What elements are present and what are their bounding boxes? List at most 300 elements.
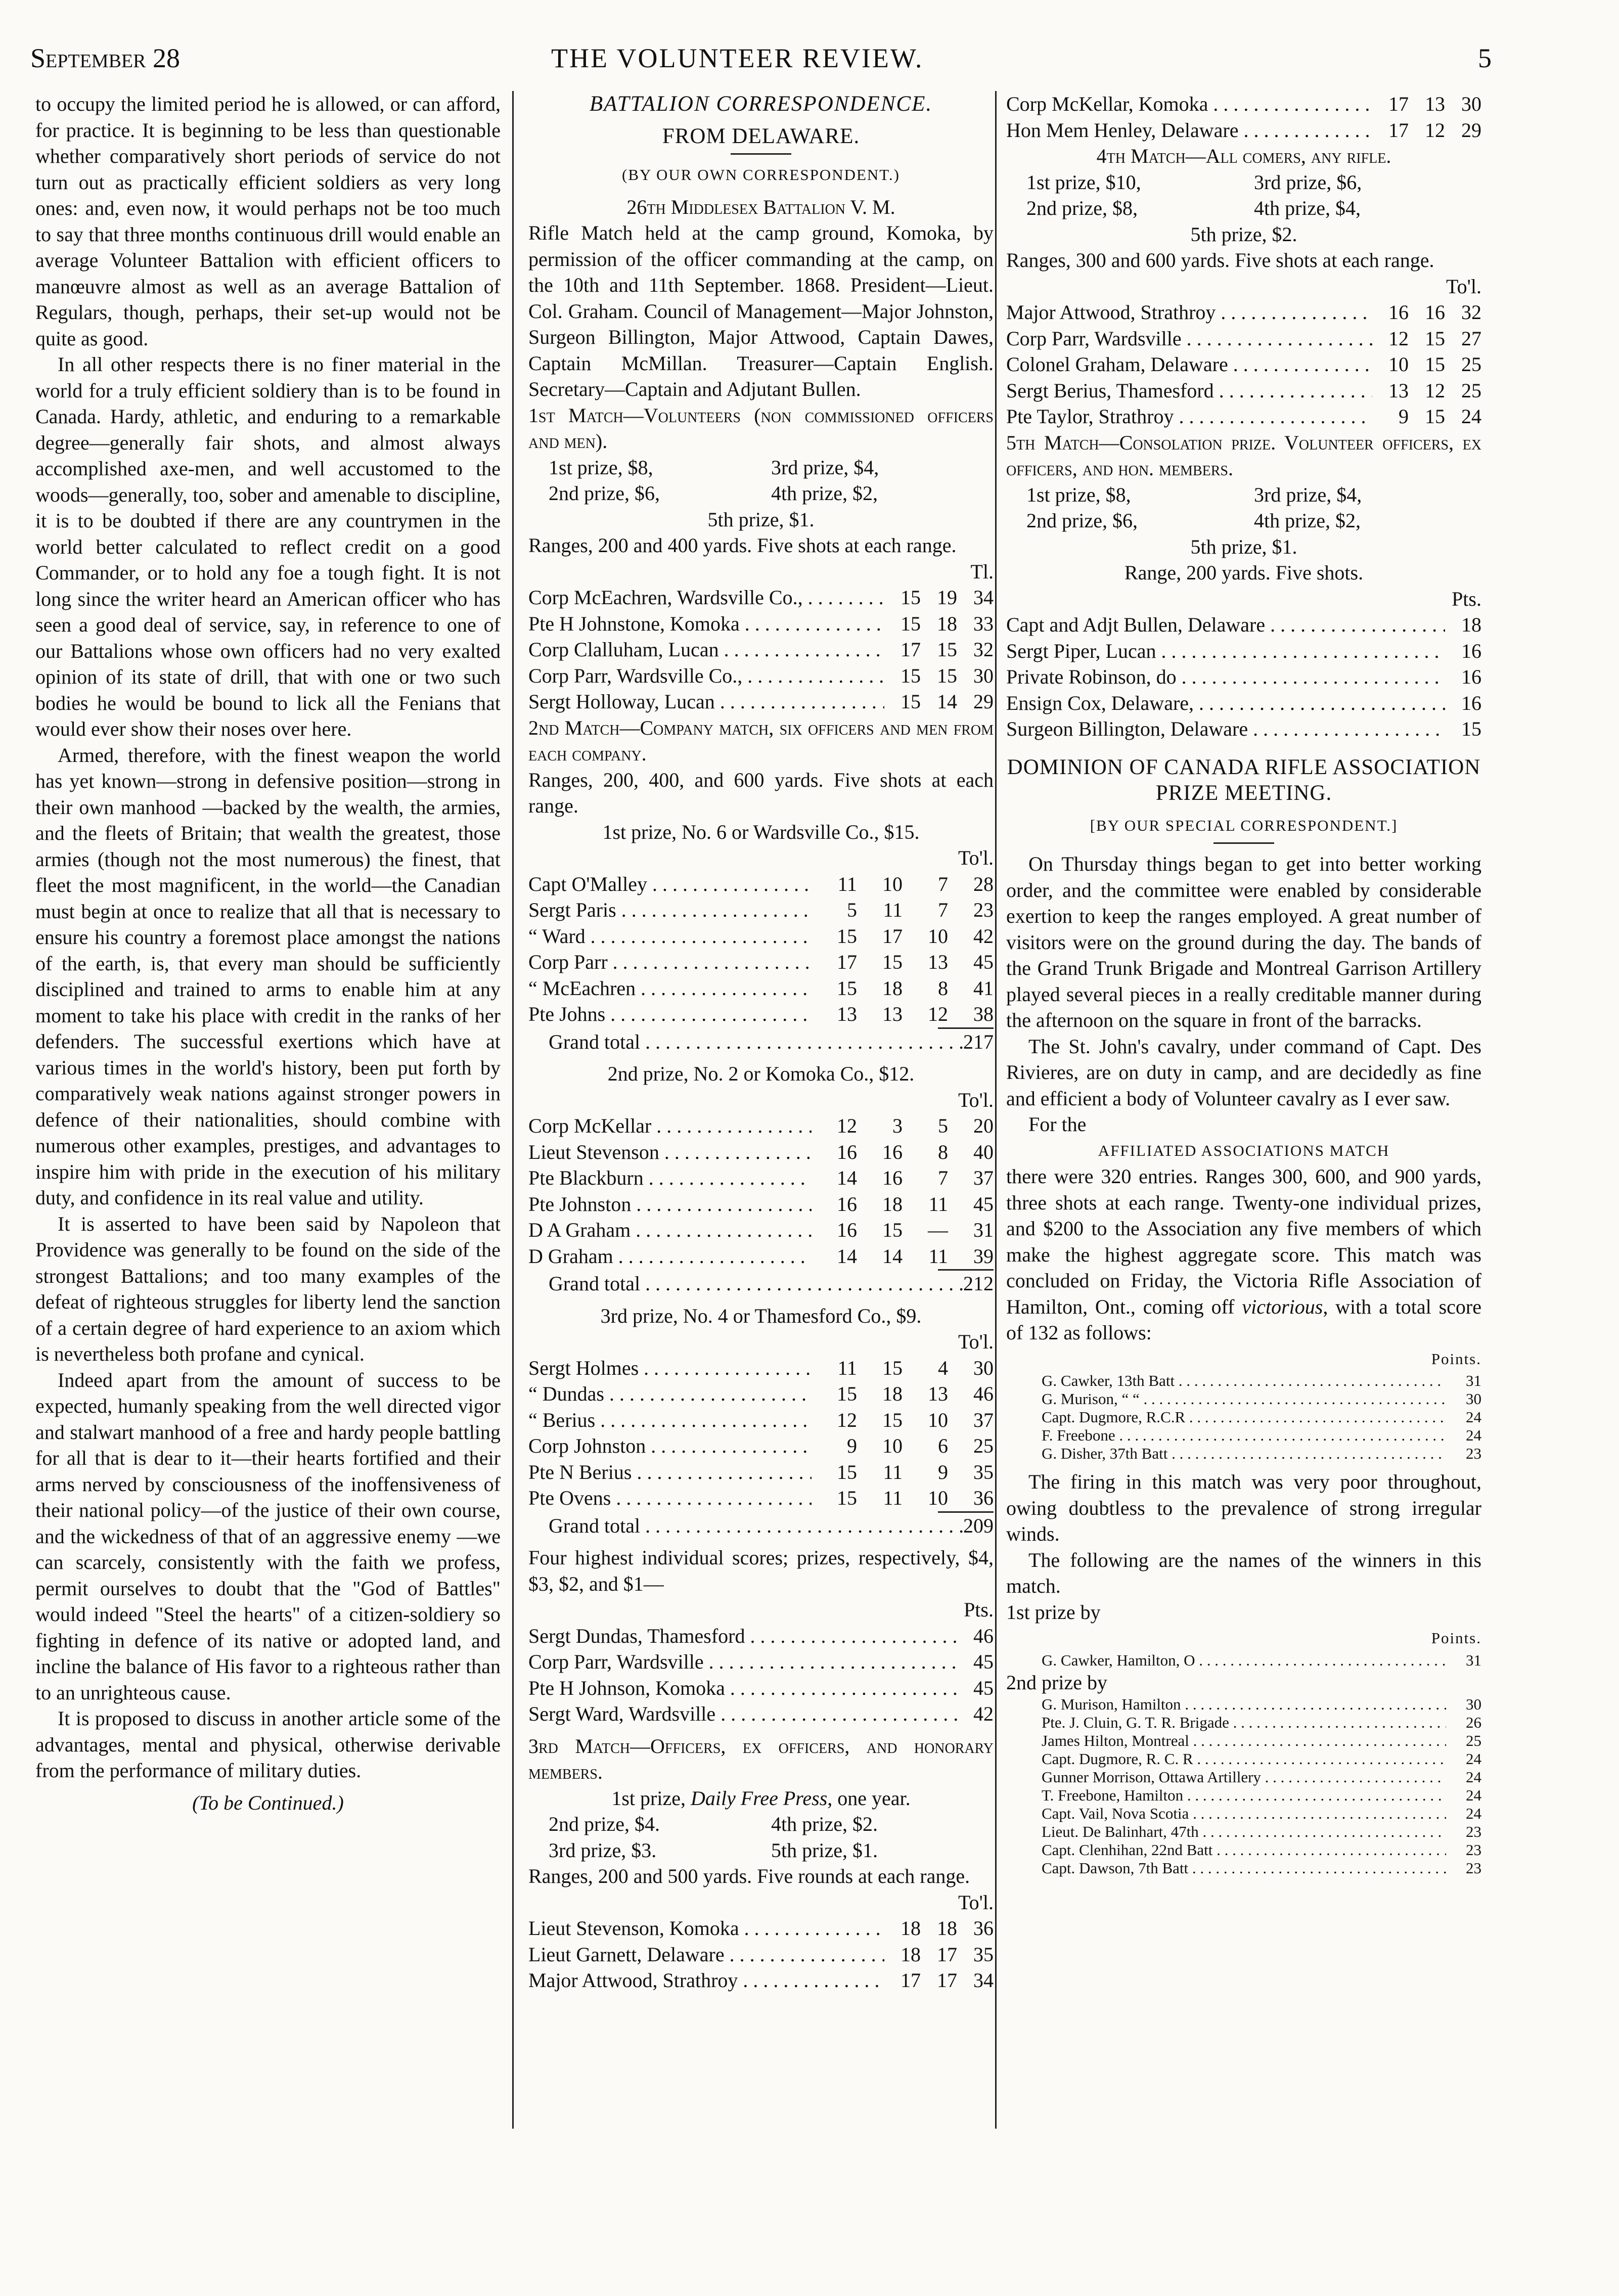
table-row bbox=[1006, 664, 1481, 690]
score: 31 bbox=[1466, 1372, 1481, 1389]
competitor-name: Corp McEachren, Wardsville Co., . . . bbox=[528, 584, 884, 611]
score: 10 bbox=[928, 1408, 948, 1431]
competitor-name: Capt. Clenhihan, 22nd Batt . . . bbox=[1042, 1841, 1446, 1859]
table-row bbox=[1006, 1768, 1481, 1786]
score: 17 bbox=[901, 638, 921, 661]
score: 10 bbox=[1388, 353, 1409, 376]
prize: 2nd prize, $4. bbox=[549, 1813, 660, 1835]
competitor-name: Sergt Holloway, Lucan . . . bbox=[528, 689, 884, 715]
table-row bbox=[1006, 1859, 1481, 1877]
table-row bbox=[1006, 1408, 1481, 1426]
score: 16 bbox=[1461, 691, 1481, 714]
score: 17 bbox=[882, 924, 903, 948]
table-row bbox=[1006, 1651, 1481, 1670]
score: 14 bbox=[837, 1166, 857, 1189]
competitor-name: Corp Parr, Wardsville Co., . . . bbox=[528, 663, 884, 689]
score: 5 bbox=[938, 1114, 948, 1137]
table-row bbox=[1006, 1390, 1481, 1408]
score: 15 bbox=[837, 924, 857, 948]
score: 29 bbox=[973, 690, 994, 713]
score: 42 bbox=[973, 924, 994, 948]
prize-heading: 2nd prize, No. 2 or Komoka Co., $12. bbox=[607, 1062, 915, 1085]
table-row bbox=[528, 1355, 994, 1381]
table-row bbox=[1006, 1714, 1481, 1732]
column-label: To'l. bbox=[958, 846, 994, 869]
competitor-name: Major Attwood, Strathroy . . . bbox=[1006, 299, 1372, 326]
score: 23 bbox=[973, 898, 994, 921]
score: 7 bbox=[938, 898, 948, 921]
score: 16 bbox=[1388, 301, 1409, 324]
score: 13 bbox=[882, 1003, 903, 1025]
score: 23 bbox=[1466, 1841, 1481, 1859]
competitor-name: Pte Blackburn . . . bbox=[528, 1165, 812, 1191]
grand-total-value: 209 bbox=[963, 1514, 994, 1537]
grand-total-label: Grand total . . . bbox=[549, 1513, 963, 1539]
score: 15 bbox=[901, 586, 921, 609]
table-row bbox=[1006, 1372, 1481, 1390]
score: 15 bbox=[837, 1460, 857, 1483]
score: 24 bbox=[1461, 405, 1481, 428]
score: 31 bbox=[973, 1219, 994, 1241]
score: 5 bbox=[847, 898, 857, 921]
score: 27 bbox=[1461, 327, 1481, 350]
competitor-name: “ McEachren . . . bbox=[528, 975, 812, 1002]
score: 7 bbox=[938, 872, 948, 895]
paragraph: It is asserted to have been said by Napoleon that Providence was generally to be found on the side of the strongest Battalions; and too many examples of the defeat of righteous struggles for liberty lend the sanction of a certain degree of hard experience to an axiom which is nevertheless both profane and cynical. bbox=[35, 1212, 501, 1365]
score: — bbox=[928, 1219, 948, 1241]
score: 16 bbox=[882, 1166, 903, 1189]
table-row bbox=[528, 1915, 994, 1942]
score: 3 bbox=[892, 1114, 903, 1137]
score: 14 bbox=[882, 1244, 903, 1268]
score-table bbox=[528, 1623, 994, 1727]
score: 45 bbox=[973, 1676, 994, 1699]
match-heading: 4th Match—All comers, any rifle. bbox=[1096, 145, 1391, 167]
table-row bbox=[528, 611, 994, 637]
competitor-name: Sergt Paris . . . bbox=[528, 897, 812, 923]
competitor-name: Capt. Dugmore, R.C.R . . . bbox=[1042, 1408, 1446, 1426]
competitor-name: Sergt Berius, Thamesford . . . bbox=[1006, 378, 1372, 404]
column-label: Pts. bbox=[1452, 587, 1481, 610]
table-row bbox=[528, 871, 994, 897]
competitor-name: Pte Ovens . . . bbox=[528, 1485, 812, 1511]
prize: 4th prize, $4, bbox=[1254, 197, 1361, 219]
table-row bbox=[528, 1675, 994, 1701]
table-row bbox=[528, 1381, 994, 1407]
subheading: 1st prize by bbox=[1006, 1600, 1101, 1624]
score-table bbox=[1006, 1695, 1481, 1877]
ranges-note: Ranges, 200, 400, and 600 yards. Five shots at each range. bbox=[528, 768, 994, 817]
score: 46 bbox=[973, 1624, 994, 1647]
score: 18 bbox=[882, 1192, 903, 1215]
prize: 1st prize, $8, bbox=[1026, 483, 1131, 506]
score: 36 bbox=[973, 1487, 994, 1509]
competitor-name: Pte H Johnson, Komoka . . . bbox=[528, 1675, 957, 1701]
score: 25 bbox=[973, 1434, 994, 1457]
competitor-name: Capt and Adjt Bullen, Delaware . . . bbox=[1006, 612, 1445, 638]
score-table bbox=[1006, 1372, 1481, 1463]
competitor-name: Private Robinson, do . . . bbox=[1006, 664, 1445, 690]
score: 36 bbox=[973, 1917, 994, 1940]
score: 11 bbox=[883, 898, 903, 921]
competitor-name: Corp McKellar, Komoka . . . bbox=[1006, 91, 1372, 117]
table-row bbox=[528, 1967, 994, 1994]
competitor-name: D A Graham . . . bbox=[528, 1217, 812, 1243]
competitor-name: G. Murison, Hamilton . . . bbox=[1042, 1695, 1446, 1714]
table-row bbox=[528, 637, 994, 663]
competitor-name: G. Disher, 37th Batt . . . bbox=[1042, 1445, 1446, 1463]
score-table bbox=[1006, 91, 1481, 143]
score: 25 bbox=[1466, 1732, 1481, 1749]
competitor-name: Pte Taylor, Strathroy . . . bbox=[1006, 403, 1372, 430]
score: 16 bbox=[1425, 301, 1445, 324]
score: 38 bbox=[973, 1003, 994, 1025]
score: 13 bbox=[837, 1003, 857, 1025]
table-row bbox=[1006, 117, 1481, 144]
score: 11 bbox=[837, 1356, 857, 1379]
column-label: To'l. bbox=[958, 1330, 994, 1353]
grand-total-row bbox=[528, 1513, 994, 1539]
table-row bbox=[1006, 1695, 1481, 1714]
grand-total-row bbox=[528, 1029, 994, 1055]
column-label: Points. bbox=[1431, 1349, 1481, 1368]
competitor-name: Sergt Piper, Lucan . . . bbox=[1006, 638, 1445, 664]
score: 30 bbox=[973, 664, 994, 687]
prize: 4th prize, $2. bbox=[771, 1813, 878, 1835]
table-row bbox=[1006, 1732, 1481, 1750]
table-row bbox=[1006, 1786, 1481, 1805]
score: 10 bbox=[928, 1487, 948, 1509]
score: 12 bbox=[928, 1003, 948, 1025]
competitor-name: Pte H Johnstone, Komoka . . . bbox=[528, 611, 884, 637]
score: 23 bbox=[1466, 1823, 1481, 1840]
score: 18 bbox=[1461, 613, 1481, 636]
article-heading: FROM DELAWARE. bbox=[662, 124, 860, 148]
score-table bbox=[1006, 1651, 1481, 1670]
score: 15 bbox=[901, 664, 921, 687]
score: 16 bbox=[837, 1140, 857, 1163]
column-label: To'l. bbox=[958, 1088, 994, 1111]
match-heading: 1st Match—Volunteers (non commissioned officers and men). bbox=[528, 403, 994, 453]
prize: 3rd prize, $3. bbox=[549, 1838, 657, 1862]
score: 17 bbox=[937, 1969, 957, 1992]
score: 15 bbox=[1425, 327, 1445, 350]
competitor-name: Sergt Ward, Wardsville . . . bbox=[528, 1701, 957, 1727]
table-row bbox=[528, 1623, 994, 1649]
table-row bbox=[1006, 612, 1481, 638]
table-row bbox=[528, 1407, 994, 1433]
paragraph: there were 320 entries. Ranges 300, 600, and 900 yards, three shots at each range. Twenty-one individual prizes, and $200 to the Association any five members of which make the highest aggregate score. This match was concluded on Friday, the Victoria Rifle Association of Hamilton, Ont., coming off victorious, with a total score of 132 as follows: bbox=[1006, 1165, 1481, 1344]
table-row bbox=[528, 663, 994, 689]
paragraph: On Thursday things began to get into better working order, and the committee were enabled by considerable exertion to keep the ranges employed. A great number of visitors were on the ground during the day. The bands of the Grand Trunk Brigade and Montreal Garrison Artillery played several pieces in a really creditable manner during the afternoon on the square in front of the barracks. bbox=[1006, 852, 1481, 1031]
score: 15 bbox=[901, 690, 921, 713]
prize: 1st prize, $8, bbox=[549, 456, 653, 479]
page-number: 5 bbox=[1478, 43, 1492, 73]
prize: 2nd prize, $6, bbox=[1026, 509, 1138, 532]
score: 16 bbox=[837, 1219, 857, 1241]
table-row bbox=[1006, 1750, 1481, 1768]
column-label: To'l. bbox=[958, 1890, 994, 1914]
byline: (BY OUR OWN CORRESPONDENT.) bbox=[622, 166, 900, 184]
competitor-name: Capt. Dawson, 7th Batt . . . bbox=[1042, 1859, 1446, 1877]
score-table bbox=[528, 584, 994, 715]
score: 30 bbox=[1461, 93, 1481, 115]
competitor-name: Capt. Dugmore, R. C. R . . . bbox=[1042, 1750, 1446, 1768]
competitor-name: Hon Mem Henley, Delaware . . . bbox=[1006, 117, 1372, 144]
prize: 5th prize, $2. bbox=[1190, 222, 1297, 246]
score: 18 bbox=[882, 1382, 903, 1405]
subheading: AFFILIATED ASSOCIATIONS MATCH bbox=[1098, 1141, 1390, 1159]
competitor-name: F. Freebone . . . bbox=[1042, 1426, 1446, 1445]
competitor-name: Ensign Cox, Delaware, . . . bbox=[1006, 690, 1445, 716]
prize-heading: 3rd prize, No. 4 or Thamesford Co., $9. bbox=[600, 1304, 922, 1327]
competitor-name: “ Berius . . . bbox=[528, 1407, 812, 1433]
table-row bbox=[1006, 1841, 1481, 1859]
prize: 2nd prize, $8, bbox=[1026, 197, 1138, 219]
competitor-name: Lieut Garnett, Delaware . . . bbox=[528, 1942, 884, 1968]
table-row bbox=[528, 689, 994, 715]
competitor-name: Corp Johnston . . . bbox=[528, 1433, 812, 1459]
table-row bbox=[528, 1217, 994, 1243]
table-row bbox=[1006, 351, 1481, 378]
score: 9 bbox=[847, 1434, 857, 1457]
score: 15 bbox=[882, 951, 903, 973]
article-heading: DOMINION OF CANADA RIFLE ASSOCIATION PRIZE MEETING. bbox=[1007, 755, 1481, 805]
match-heading: 2nd Match—Company match, six officers and men from each company. bbox=[528, 716, 994, 765]
competitor-name: “ Ward . . . bbox=[528, 923, 812, 950]
score: 16 bbox=[1461, 665, 1481, 688]
score: 8 bbox=[938, 976, 948, 1000]
score: 16 bbox=[882, 1140, 903, 1163]
prize-heading: 1st prize, No. 6 or Wardsville Co., $15. bbox=[602, 820, 920, 843]
battalion-name: 26th Middlesex Battalion V. M. bbox=[626, 195, 895, 218]
competitor-name: Capt O'Malley . . . bbox=[528, 871, 812, 897]
prize: 1st prize, $10, bbox=[1026, 170, 1141, 194]
paragraph: The following are the names of the winners in this match. bbox=[1006, 1548, 1481, 1597]
competitor-name: Corp Clalluham, Lucan . . . bbox=[528, 637, 884, 663]
table-row bbox=[528, 1649, 994, 1675]
score: 18 bbox=[901, 1943, 921, 1966]
column-label: Pts. bbox=[964, 1598, 994, 1621]
table-row bbox=[528, 897, 994, 923]
score: 24 bbox=[1466, 1786, 1481, 1804]
score: 45 bbox=[973, 951, 994, 973]
competitor-name: James Hilton, Montreal . . . bbox=[1042, 1732, 1446, 1750]
column-label: Tl. bbox=[970, 560, 994, 583]
competitor-name: Gunner Morrison, Ottawa Artillery . . . bbox=[1042, 1768, 1446, 1786]
competitor-name: D Graham . . . bbox=[528, 1243, 812, 1270]
column-middle bbox=[528, 91, 994, 1994]
score: 12 bbox=[1425, 379, 1445, 402]
ranges-note: Range, 200 yards. Five shots. bbox=[1124, 561, 1364, 584]
score: 17 bbox=[1388, 93, 1409, 115]
score: 13 bbox=[928, 1382, 948, 1405]
score-table bbox=[1006, 299, 1481, 430]
score: 30 bbox=[1466, 1390, 1481, 1408]
table-row bbox=[1006, 91, 1481, 117]
score: 13 bbox=[1388, 379, 1409, 402]
competitor-name: Sergt Dundas, Thamesford . . . bbox=[528, 1623, 957, 1649]
score: 15 bbox=[837, 1487, 857, 1509]
table-row bbox=[1006, 378, 1481, 404]
paragraph: The St. John's cavalry, under command of Capt. Des Rivieres, are on duty in camp, and are decidedly as fine and efficient a body of Volunteer cavalry as I ever saw. bbox=[1006, 1034, 1481, 1110]
score: 23 bbox=[1466, 1859, 1481, 1877]
table-row bbox=[528, 1459, 994, 1485]
table-row bbox=[1006, 1426, 1481, 1445]
score: 42 bbox=[973, 1702, 994, 1725]
paragraph: It is proposed to discuss in another article some of the advantages, mental and physical, otherwise derivable from the performance of military duties. bbox=[35, 1707, 501, 1782]
table-row bbox=[528, 1485, 994, 1511]
score: 15 bbox=[937, 664, 957, 687]
score: 25 bbox=[1461, 353, 1481, 376]
score: 12 bbox=[1425, 118, 1445, 142]
competitor-name: Corp Parr, Wardsville . . . bbox=[1006, 326, 1372, 352]
score: 17 bbox=[901, 1969, 921, 1992]
table-row bbox=[528, 1243, 994, 1270]
competitor-name: Surgeon Billington, Delaware . . . bbox=[1006, 716, 1445, 742]
intro-paragraph: Rifle Match held at the camp ground, Komoka, by permission of the officer commanding at the camp, on the 10th and 11th September. 1868. President—Lieut. Col. Graham. Council of Management—Major Johnston, Surgeon Billington, Major Attwood, Captain Dawes, Captain McMillan. Treasurer—Captain English. Secretary—Captain and Adjutant Bullen. bbox=[528, 221, 994, 400]
score: 15 bbox=[882, 1219, 903, 1241]
prize: 5th prize, $1. bbox=[1190, 535, 1297, 558]
paragraph: The firing in this match was very poor throughout, owing doubtless to the prevalence of strong irregular winds. bbox=[1006, 1470, 1481, 1545]
column-label: Points. bbox=[1431, 1629, 1481, 1647]
score: 14 bbox=[837, 1244, 857, 1268]
continued-note: (To be Continued.) bbox=[192, 1791, 344, 1814]
score: 45 bbox=[973, 1650, 994, 1673]
score: 16 bbox=[837, 1192, 857, 1215]
score: 24 bbox=[1466, 1750, 1481, 1768]
competitor-name: “ Dundas . . . bbox=[528, 1381, 812, 1407]
competitor-name: Pte N Berius . . . bbox=[528, 1459, 812, 1485]
competitor-name: T. Freebone, Hamilton . . . bbox=[1042, 1786, 1446, 1805]
match-heading: 5th Match—Consolation prize. Volunteer officers, ex officers, and hon. members. bbox=[1006, 431, 1481, 480]
score: 24 bbox=[1466, 1408, 1481, 1426]
match-heading: 3rd Match—Officers, ex officers, and honorary members. bbox=[528, 1734, 994, 1783]
match-heading: Four highest individual scores; prizes, respectively, $4, $3, $2, and $1— bbox=[528, 1546, 994, 1595]
score: 41 bbox=[973, 976, 994, 1000]
table-row bbox=[1006, 1445, 1481, 1463]
table-row bbox=[528, 1701, 994, 1727]
score: 15 bbox=[882, 1408, 903, 1431]
score: 32 bbox=[1461, 301, 1481, 324]
table-row bbox=[1006, 716, 1481, 742]
competitor-name: Lieut Stevenson . . . bbox=[528, 1139, 812, 1165]
competitor-name: Pte. J. Cluin, G. T. R. Brigade . . . bbox=[1042, 1714, 1446, 1732]
score: 4 bbox=[938, 1356, 948, 1379]
score: 10 bbox=[882, 1434, 903, 1457]
paragraph: In all other respects there is no finer material in the world for a truly efficient soldiery than is to be found in Canada. Hardy, athletic, and enduring to a remarkable degree—generally fair shots, and almost always accomplished axe-men, and well accustomed to the woods—generally, too, sober and amenable to discipline, it is to be doubted if there are any countrymen in the world better calculated to reflect credit on a good Commander, or to hold any foe a tough fight. It is not long since the writer heard an American officer who has seen a good deal of service, say, in reference to one of our Battalions whose own officers had no very exalted opinion of its state of drill, that with one or two such bodies he would be bound to lick all the Fenians that would ever show their noses over here. bbox=[35, 353, 501, 740]
score: 20 bbox=[973, 1114, 994, 1137]
competitor-name: Capt. Vail, Nova Scotia . . . bbox=[1042, 1805, 1446, 1823]
score: 18 bbox=[937, 612, 957, 635]
score: 40 bbox=[973, 1140, 994, 1163]
table-row bbox=[1006, 326, 1481, 352]
spacer bbox=[528, 1539, 994, 1545]
score: 45 bbox=[973, 1192, 994, 1215]
score: 10 bbox=[928, 924, 948, 948]
score: 19 bbox=[937, 586, 957, 609]
grand-total-label: Grand total . . . bbox=[549, 1029, 963, 1055]
table-row bbox=[528, 1433, 994, 1459]
table-row bbox=[528, 1113, 994, 1139]
table-row bbox=[1006, 1805, 1481, 1823]
score: 28 bbox=[973, 872, 994, 895]
table-row bbox=[1006, 1823, 1481, 1841]
score: 30 bbox=[973, 1356, 994, 1379]
competitor-name: Lieut. De Balinhart, 47th . . . bbox=[1042, 1823, 1446, 1841]
paragraph: Indeed apart from the amount of success to be expected, humanly speaking from the well directed vigor and stalwart manhood of a free and hardy people battling for all that is dear to it—their hearts fortified and their arms nerved by consciousness of the inoffensiveness of their national policy—of the justice of their own course, and the wickedness of that of an aggressive enemy —we can scarcely, consistently with the faith we profess, permit ourselves to doubt that the "God of Battles" would indeed "Steel the hearts" of a citizen-soldiery so fighting in defence of its native or adopted land, and incline the balance of His favor to a righteous rather than to an unrighteous cause. bbox=[35, 1368, 501, 1704]
score: 17 bbox=[937, 1943, 957, 1966]
competitor-name: G. Cawker, 13th Batt . . . bbox=[1042, 1372, 1446, 1390]
grand-total-value: 212 bbox=[963, 1272, 994, 1295]
score: 24 bbox=[1466, 1426, 1481, 1444]
paragraph: For the bbox=[1028, 1113, 1087, 1136]
score: 7 bbox=[938, 1166, 948, 1189]
table-row bbox=[528, 975, 994, 1002]
table-row bbox=[528, 1139, 994, 1165]
publication-title: THE VOLUNTEER REVIEW. bbox=[551, 43, 924, 73]
team-table bbox=[528, 1355, 994, 1511]
competitor-name: Major Attwood, Strathroy . . . bbox=[528, 1967, 884, 1994]
prize: 5th prize, $1. bbox=[771, 1838, 878, 1862]
column-left bbox=[35, 91, 501, 1816]
competitor-name: Lieut Stevenson, Komoka . . . bbox=[528, 1915, 884, 1942]
score: 10 bbox=[882, 872, 903, 895]
score: 9 bbox=[1399, 405, 1409, 428]
prize: 5th prize, $1. bbox=[707, 508, 815, 531]
competitor-name: G. Cawker, Hamilton, O . . . bbox=[1042, 1651, 1446, 1670]
grand-total-value: 217 bbox=[963, 1030, 994, 1053]
score-table bbox=[528, 1915, 994, 1994]
prize: 3rd prize, $4, bbox=[1254, 483, 1362, 506]
competitor-name: Corp Parr . . . bbox=[528, 949, 812, 975]
table-row bbox=[528, 923, 994, 950]
score: 11 bbox=[883, 1460, 903, 1483]
team-table bbox=[528, 871, 994, 1027]
grand-total-row bbox=[528, 1271, 994, 1297]
score: 37 bbox=[973, 1408, 994, 1431]
score: 13 bbox=[928, 951, 948, 973]
prize: 2nd prize, $6, bbox=[549, 482, 660, 505]
score: 39 bbox=[973, 1244, 994, 1268]
subheading: 2nd prize by bbox=[1006, 1671, 1107, 1694]
score: 37 bbox=[973, 1166, 994, 1189]
prize: 1st prize, Daily Free Press, one year. bbox=[611, 1786, 911, 1810]
spacer bbox=[528, 1297, 994, 1303]
score: 11 bbox=[837, 872, 857, 895]
score: 15 bbox=[882, 1356, 903, 1379]
byline: [BY OUR SPECIAL CORRESPONDENT.] bbox=[1090, 816, 1398, 834]
score: 23 bbox=[1466, 1445, 1481, 1462]
section-title: BATTALION CORRESPONDENCE. bbox=[589, 92, 933, 116]
score: 13 bbox=[1425, 93, 1445, 115]
paragraph: to occupy the limited period he is allowed, or can afford, for practice. It is beginning to be less than questionable whether comparatively short periods of service do not turn out as practically efficient soldiers as very long ones: and, even now, it would perhaps not be too much to say that three months continuous drill would enable an average Volunteer Battalion with efficient officers to manœuvre almost as well as an average Battalion of Regulars, though, perhaps, their set-up would not be quite as good. bbox=[35, 93, 501, 350]
ranges-note: Ranges, 200 and 500 yards. Five rounds at each range. bbox=[528, 1865, 970, 1887]
table-row bbox=[528, 1001, 994, 1027]
score: 14 bbox=[937, 690, 957, 713]
issue-date: September 28 bbox=[30, 43, 180, 73]
score: 17 bbox=[837, 951, 857, 973]
table-row bbox=[528, 584, 994, 611]
score: 26 bbox=[1466, 1714, 1481, 1731]
score: 31 bbox=[1466, 1651, 1481, 1669]
score: 46 bbox=[973, 1382, 994, 1405]
score: 32 bbox=[973, 638, 994, 661]
score-table bbox=[1006, 612, 1481, 742]
score: 15 bbox=[1461, 717, 1481, 740]
score: 15 bbox=[1425, 405, 1445, 428]
score: 18 bbox=[901, 1917, 921, 1940]
